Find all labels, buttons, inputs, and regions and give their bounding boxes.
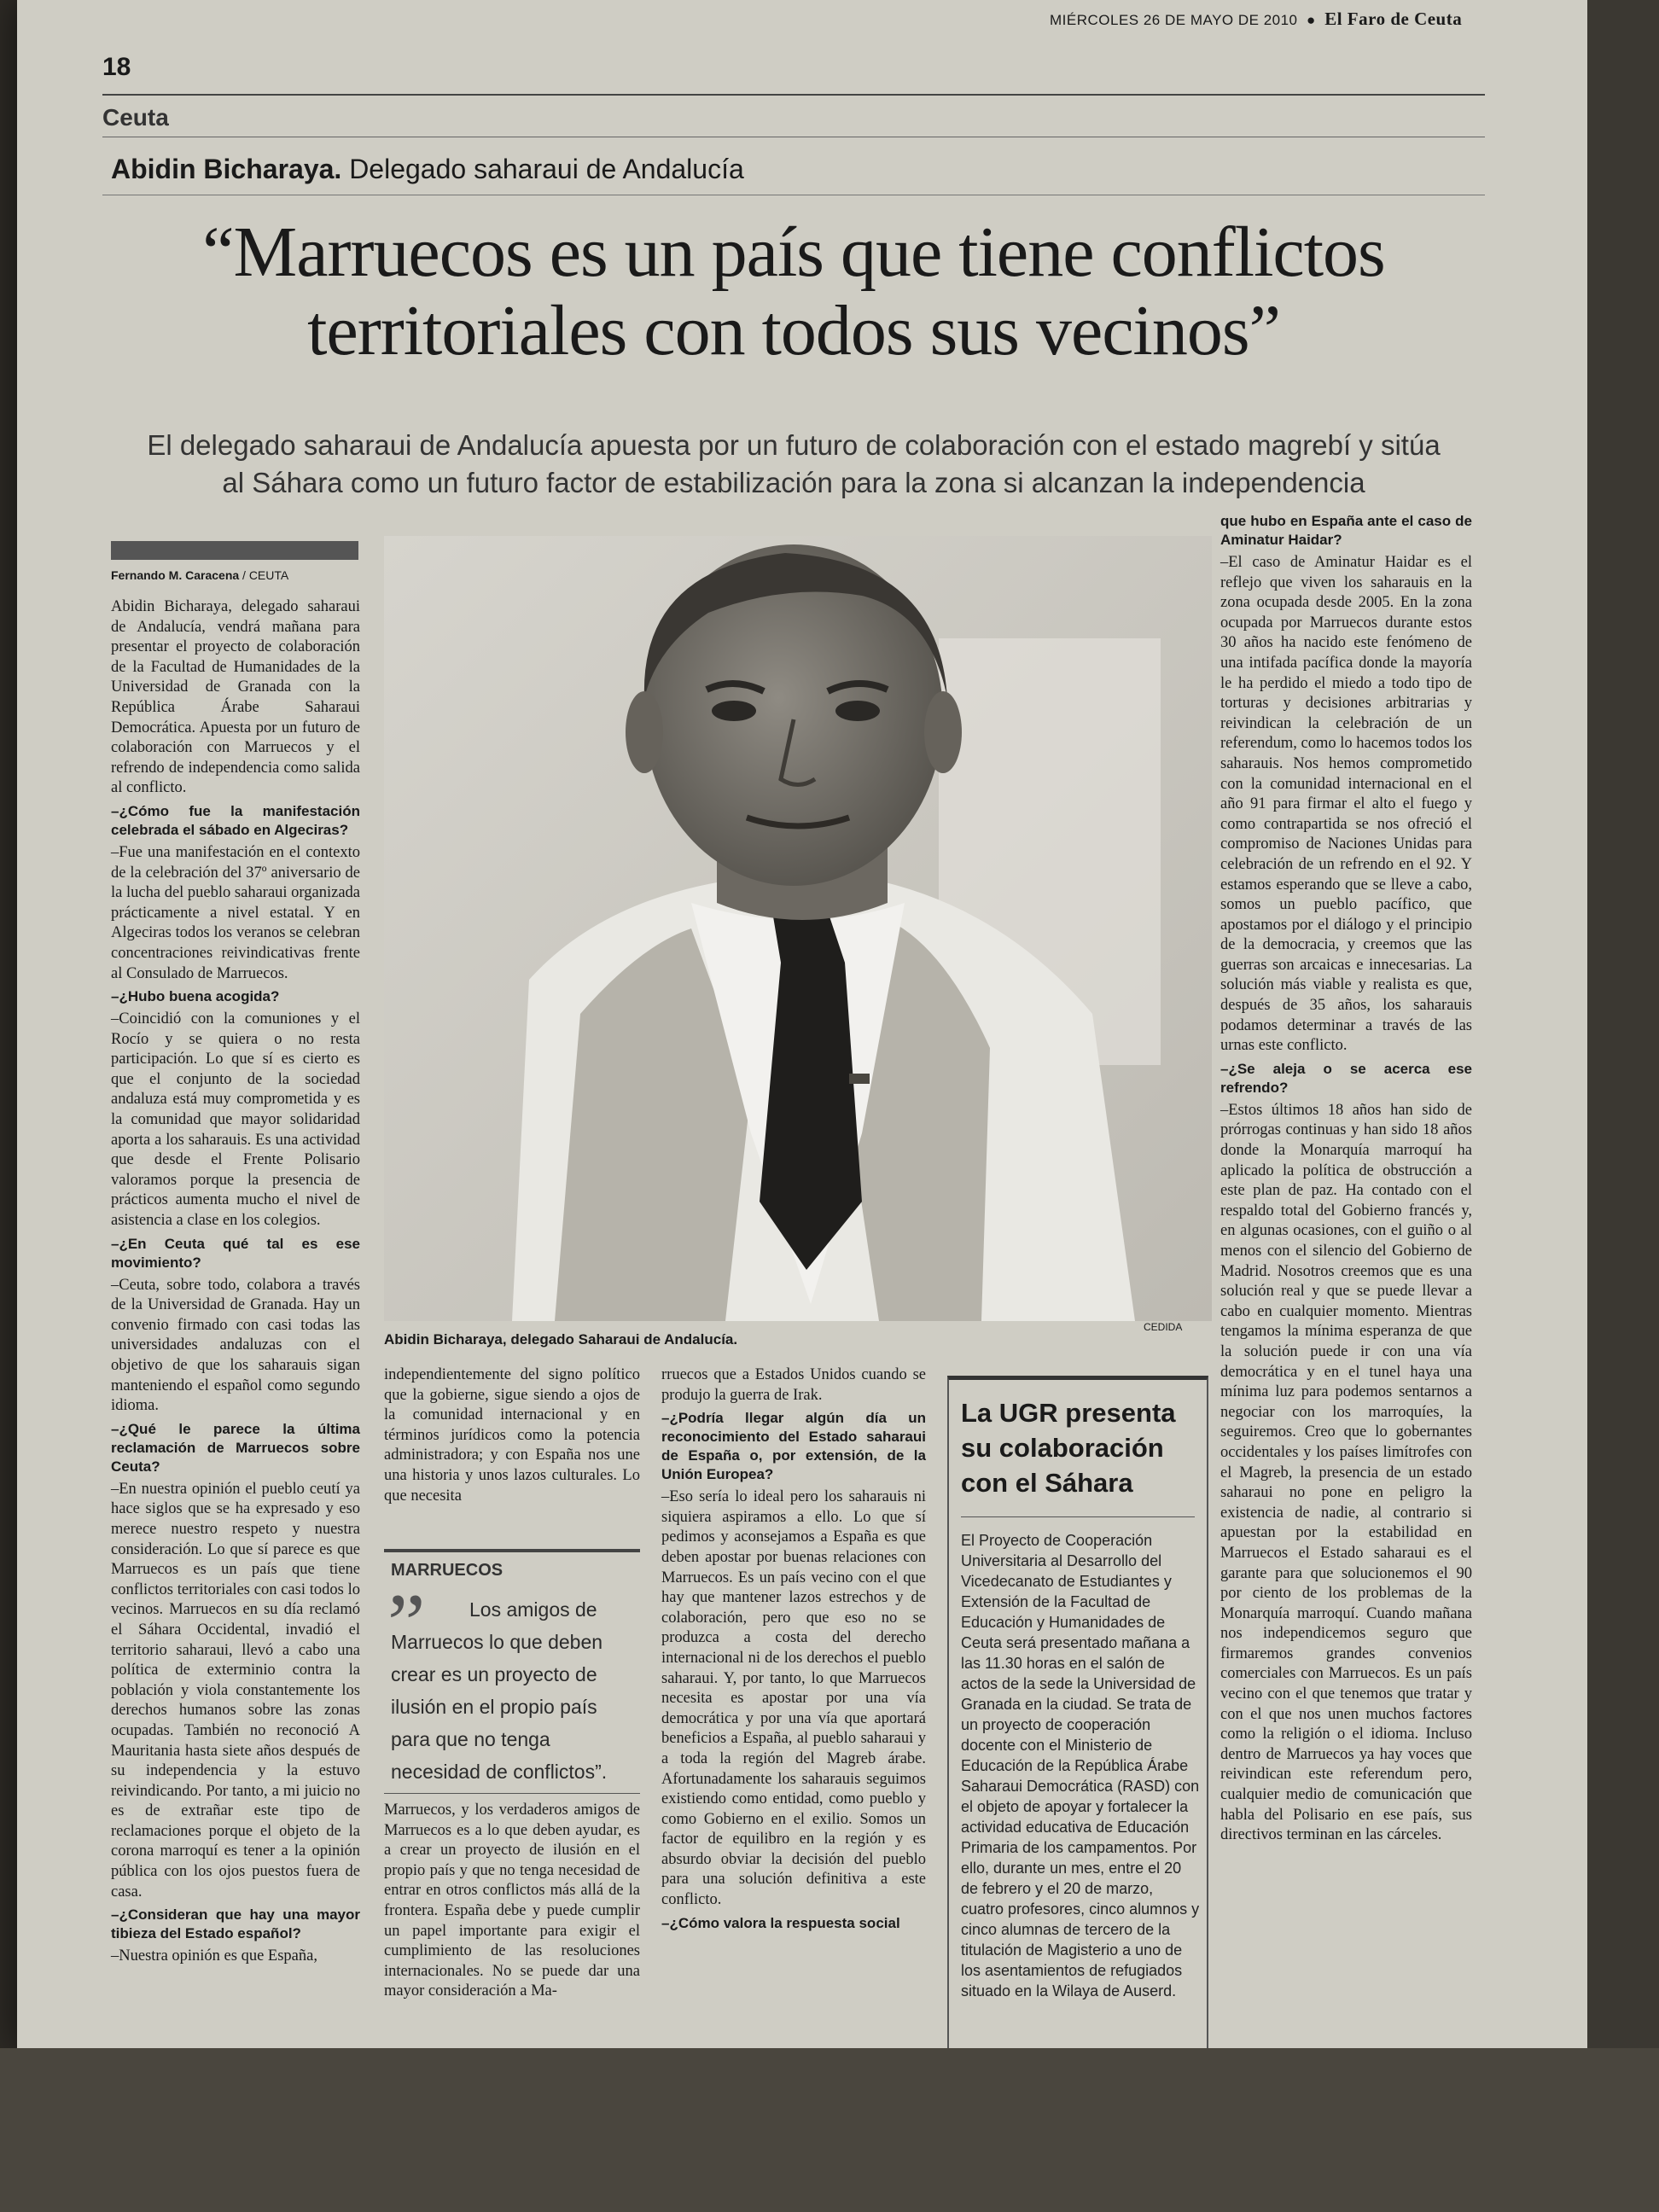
article-paragraph: independientemente del signo político que la gobierne, sigue siendo a ojos de la comunidad internacional y en términos jurídicos como la potencia administradora; y con España nos une una historia y unos lazos culturales. Lo que necesita	[384, 1366, 640, 1505]
interview-question: –¿Cómo fue la manifestación celebrada el sábado en Algeciras?	[111, 802, 360, 838]
newspaper-name: El Faro de Ceuta	[1324, 9, 1463, 29]
issue-date: MIÉRCOLES 26 DE MAYO DE 2010	[1050, 12, 1298, 28]
headline	[102, 213, 1485, 370]
table-surface	[0, 2048, 1659, 2212]
headline-line-1: “Marruecos es un país que tiene conflictos	[202, 212, 1385, 292]
article-paragraph: –Fue una manifestación en el contexto de la celebración del 37º aniversario de la lucha del pueblo saharaui organizada prácticamente a nivel estatal. Y en Algeciras todos los veranos se celebran concentraciones reivindicativas frente al Consulado de Marruecos.	[111, 843, 360, 982]
newspaper-page	[17, 0, 1604, 2048]
interview-question: –¿Qué le parece la última reclamación de Marruecos sobre Ceuta?	[111, 1420, 360, 1475]
sidebar-body: El Proyecto de Cooperación Universitaria al Desarrollo del Vicedecanato de Estudiantes y Extensión de la Facultad de Educación y Humanidades de Ceuta será presentado mañana a las 11.30 horas en el salón de actos de la sede la Universidad de Granada en la ciudad. Se trata de un proyecto de cooperación docente con el Ministerio de Educación de la República Árabe Saharaui Democrática (RASD) con el objeto de apoyar y fortalecer la actividad educativa de Educación Primaria de los campamentos. Por ello, durante un mes, entre el 20 de febrero y el 20 de marzo, cuatro profesores, cinco alumnos y cinco alumnas de tercero de la titulación de Magisterio a uno de los asentamientos de refugiados situado en la Wilaya de Auserd.	[961, 1532, 1200, 2000]
portrait-illustration	[384, 536, 1212, 1321]
article-column-1	[111, 597, 360, 2048]
pull-quote	[384, 1549, 640, 1794]
interview-question: –¿Podría llegar algún día un reconocimiento del Estado saharaui de España o, por extensión, de la Unión Europea?	[661, 1410, 926, 1483]
article-paragraph: –Ceuta, sobre todo, colabora a través de la Universidad de Granada. Hay un convenio firmado con casi todas las universidades andaluzas con el objetivo de que los saharauis sigan manteniendo el español como segundo idioma.	[111, 1276, 360, 1415]
interviewee-role: Delegado saharaui de Andalucía	[349, 154, 744, 184]
header-bullet: ●	[1301, 12, 1320, 28]
article-column-2-continued	[384, 1801, 640, 2048]
sidebar-rule	[961, 1516, 1195, 1517]
article-column-4	[1220, 512, 1472, 2048]
article-paragraph: –Eso sería lo ideal pero los saharauis ni siquiera aspiramos a ello. Lo que sí pedimos y aconsejamos a España es que deben apostar por buenas relaciones con Marruecos. Es un país vecino con el que hay que mantener lazos estrechos y de colaboración, pero que eso no se produzca a costa del derecho internacional ni de los derechos el pueblo saharaui. Y, por tanto, lo que Marruecos necesita es apostar por una vía democrática y por una vía que aportará beneficios a España, al pueblo saharaui y a toda la región del Magreb árabe. Afortunadamente los saharauis seguimos existiendo como entidad, como pueblo y como Gobierno en el exilio. Somos un factor de equilibro en la región y es absurdo obviar la decisión del pueblo para una solución definitiva a este conflicto.	[661, 1488, 926, 1909]
interview-question: –¿Se aleja o se acerca ese refrendo?	[1220, 1060, 1472, 1096]
interview-question: –¿Cómo valora la respuesta social	[661, 1914, 900, 1931]
subheadline	[102, 427, 1485, 502]
page-number: 18	[102, 53, 131, 81]
author-place: / CEUTA	[242, 568, 289, 582]
header-rule	[102, 94, 1485, 96]
pull-quote-text: Los amigos de Marruecos lo que deben crear es un proyecto de ilusión en el propio país para que no tenga necesidad de conflictos”.	[391, 1598, 608, 1783]
article-paragraph: –En nuestra opinión el pueblo ceutí ya hace siglos que se ha expresado y eso merece nuestro respeto y nuestra consideración. Lo que sí parece es que Marruecos es un país que tiene conflictos territoriales con casi todos lo vecinos. Marruecos en su día reclamó el Sáhara Occidental, invadió el territorio saharaui, llevó a cabo una política de exterminio contra la población y viola constantemente los derechos humanos sobre las zonas ocupadas. También no reconoció A Mauritania hasta siete años después de su independencia y la estuvo reivindicando. Por tanto, a mi juicio no es de extrañar este tipo de reclamaciones porque el objeto de la corona marroquí es tener a la opinión pública con los ojos puestos fuera de casa.	[111, 1480, 360, 1901]
photo-caption: Abidin Bicharaya, delegado Saharaui de Andalucía.	[384, 1331, 738, 1348]
sidebar-box	[947, 1376, 1208, 2048]
article-paragraph: –Coincidió con la comuniones y el Rocío y se quiera o no resta participación. Lo que sí es cierto es que el conjunto de la sociedad andaluza está muy comprometida y es la comunidad que mayor solidaridad aporta a los saharauis. Es una actividad que desde el Frente Polisario valoramos porque la presencia de prácticos aumenta mucho el nivel de asistencia a clase en los colegios.	[111, 1010, 360, 1230]
pull-quote-label: MARRUECOS	[391, 1561, 504, 1580]
section-title: Ceuta	[102, 104, 169, 131]
article-paragraph: –Estos últimos 18 años han sido de prórrogas continuas y han sido 18 años donde la Monarquía marroquí ha aplicado la política de obstrucción a este plan de paz. Ha contado con el respaldo total del Gobierno francés y, en algunas ocasiones, con el guiño o al menos con el silencio del Gobierno de Madrid. Nosotros creemos que es una solución real y que se puede llevar a cabo en cualquier momento. Mientras tengamos la mínima esperanza de que la solución puede ir con una vía democrática y en el tunel haya una mínima luz para podemos sentarnos a negociar con los marroquíes, la seguiremos. Creo que lo gobernantes occidentales y los países limítrofes con el Magreb, la presencia de un estado saharaui no pone en peligro la existencia de nadie, al contrario si apuestan por la estabilidad en Marruecos el Estado saharaui es el garante para que solucionemos el 90 por ciento de los problemas de la Monarquía marroquí. Cuando mañana nos independicemos seguro que firmaremos grandes convenios comerciales con Marruecos. Es un país vecino con el que tenemos que tratar y con el que nos unen muchos factores como la religión o el idioma. Incluso dentro de Marruecos ya hay voces que reivindican este referendum pero, cualquier medio de comunicación que habla del Polisario en ese país, sus directivos terminan en las cárceles.	[1220, 1101, 1472, 1844]
article-column-3	[661, 1365, 926, 2048]
portrait-photo	[384, 536, 1212, 1321]
author-name: Fernando M. Caracena	[111, 568, 240, 582]
article-paragraph: rruecos que a Estados Unidos cuando se produjo la guerra de Irak.	[661, 1366, 926, 1404]
subheadline-line-1: El delegado saharaui de Andalucía apuesta por un futuro de colaboración con el estado magrebí y sitúa	[147, 429, 1441, 461]
interview-question: que hubo en España ante el caso de Aminatur Haidar?	[1220, 513, 1472, 548]
article-paragraph: –Nuestra opinión es que España,	[111, 1947, 317, 1965]
binding-gutter	[1587, 0, 1659, 2212]
author-bar	[111, 541, 358, 560]
photo-credit: CEDIDA	[1144, 1321, 1183, 1333]
article-paragraph: Marruecos, y los verdaderos amigos de Marruecos es a lo que deben ayudar, es a crear un proyecto de ilusión en el propio país y que no tenga necesidad de entrar en otros conflictos más allá de la frontera. España debe y puede cumplir un papel importante para exigir el cumplimiento de las resoluciones internacionales. No se puede dar una mayor consideración a Ma-	[384, 1802, 640, 2000]
headline-line-2: territoriales con todos sus vecinos”	[307, 291, 1280, 370]
interview-question: –¿En Ceuta qué tal es ese movimiento?	[111, 1235, 360, 1271]
page-header	[1050, 9, 1462, 30]
author-byline	[111, 568, 288, 582]
interviewee-name: Abidin Bicharaya.	[111, 154, 342, 184]
interviewee-line	[111, 154, 744, 185]
sidebar-title: La UGR presenta su colaboración con el Sáhara	[961, 1398, 1176, 1498]
quote-mark-icon: ”	[387, 1576, 426, 1671]
interview-question: –¿Consideran que hay una mayor tibieza del Estado español?	[111, 1906, 360, 1942]
article-paragraph: –El caso de Aminatur Haidar es el reflejo que viven los saharauis en la zona ocupada desde 2005. En la zona ocupada por Marruecos durante estos 30 años ha nacido este fenómeno de una intifada pacífica donde la mayoría le ha perdido el miedo a todo tipo de torturas y decisiones arbitrarias y reivindican la celebración de un referendum, como lo hacemos todos los saharauis. Nos hemos comprometido con la comunidad internacional en el año 91 para firmar el alto el fuego y como contrapartida se nos ofreció el compromiso de Naciones Unidas para celebración de un refrendo en el 92. Y estamos esperando que se lleve a cabo, somos un pueblo pacífico, que apostamos por el diálogo y el principio de la democracia, y creemos que las guerras son arcaicas e innecesarias. La solución más viable y realista es que, después de 35 años, los saharauis podamos determinar a través de las urnas este conflicto.	[1220, 554, 1472, 1055]
interview-question: –¿Hubo buena acogida?	[111, 988, 280, 1005]
subheadline-line-2: al Sáhara como un futuro factor de estabilización para la zona si alcanzan la independencia	[222, 467, 1365, 498]
article-paragraph: Abidin Bicharaya, delegado saharaui de Andalucía, vendrá mañana para presentar el proyecto de colaboración de la Facultad de Humanidades de la Universidad de Granada con la República Árabe Saharaui Democrática. Apuesta por un futuro de colaboración con Marruecos y el refrendo de independencia como salida al conflicto.	[111, 598, 360, 797]
article-column-2	[384, 1365, 640, 1536]
